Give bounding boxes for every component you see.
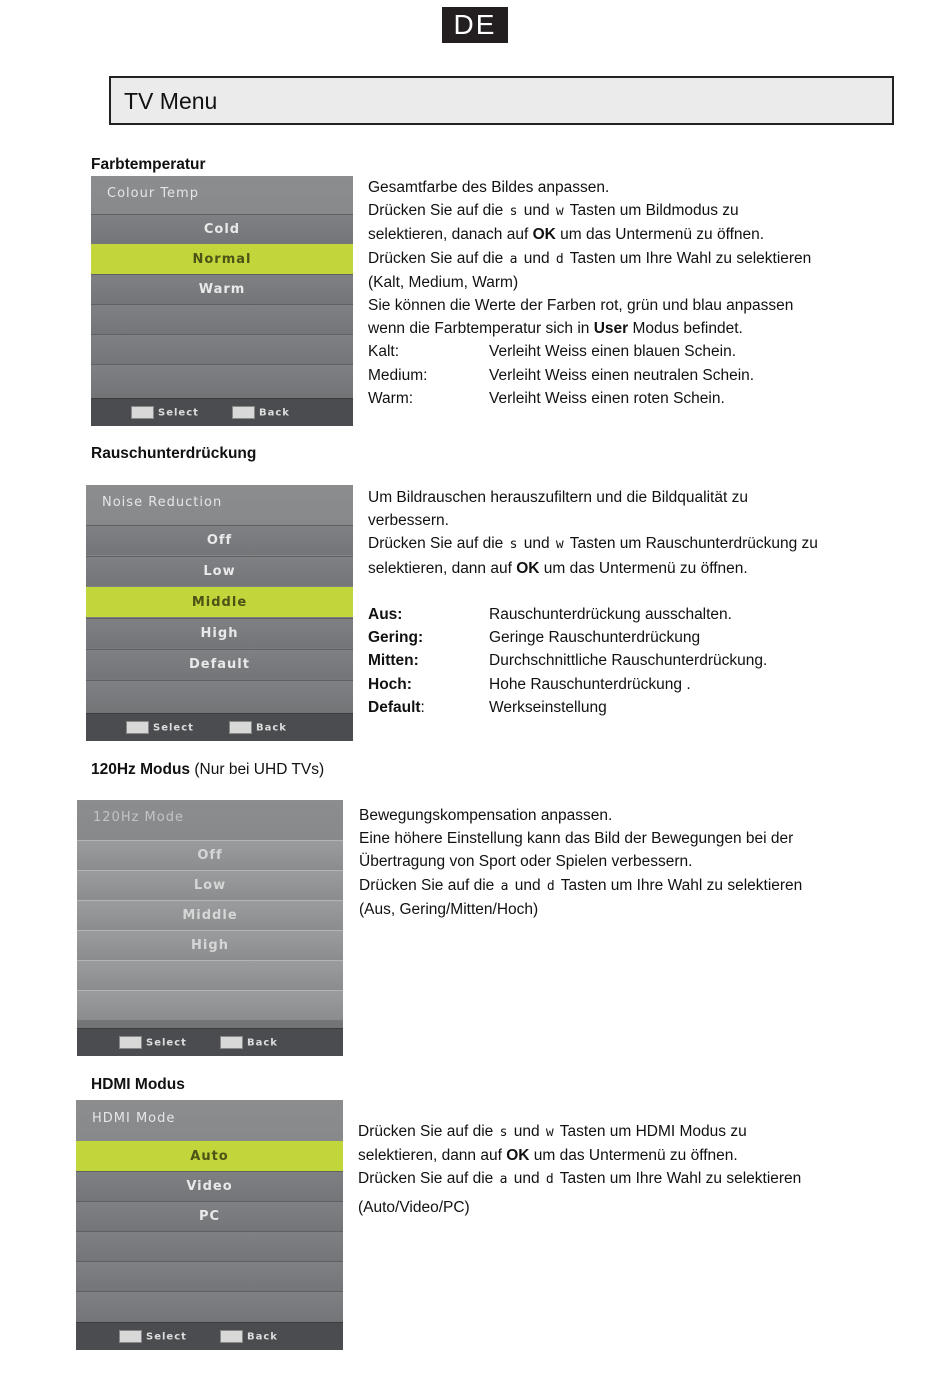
definition-row: Aus: Rauschunterdrückung ausschalten. [368,606,732,624]
menu-item-empty [76,1291,343,1321]
down-key-symbol: w [555,204,564,220]
menu-key-icon [220,1330,243,1343]
definition-row: Medium: Verleiht Weiss einen neutralen Schein. [368,366,755,384]
menu-footer [91,398,353,426]
up-key-symbol: s [509,204,518,220]
definition-row: Gering: Geringe Rauschunterdrückung [368,629,701,647]
left-key-symbol: a [509,251,518,267]
select-hint: Select [119,1330,187,1343]
menu-item-low[interactable]: Low [86,556,353,586]
definition-row: Hoch: Hohe Rauschunterdrückung . [368,675,691,693]
menu-item-middle[interactable]: Middle [77,900,343,930]
right-key-symbol: d [546,878,555,894]
menu-item-cold[interactable]: Cold [91,214,353,244]
colour-temp-menu [91,176,353,426]
enter-key-icon [126,721,149,734]
left-key-symbol: a [499,1172,508,1188]
section-title-colour-temp: Farbtemperatur [91,156,206,173]
menu-item-low[interactable]: Low [77,870,343,900]
menu-item-video[interactable]: Video [76,1171,343,1201]
enter-key-icon [131,406,154,419]
definition-row: Kalt: Verleiht Weiss einen blauen Schein. [368,343,737,361]
up-key-symbol: s [499,1125,508,1140]
enter-key-icon [119,1036,142,1049]
menu-item-pc[interactable]: PC [76,1201,343,1231]
menu-key-icon [229,721,252,734]
section-title-hdmi: HDMI Modus [91,1076,185,1093]
back-hint: Back [229,721,287,734]
menu-footer [76,1322,343,1350]
120hz-mode-menu [77,800,343,1056]
menu-item-off[interactable]: Off [77,840,343,870]
menu-item-auto-selected[interactable]: Auto [76,1141,343,1171]
up-key-symbol: s [509,537,518,553]
menu-title: Noise Reduction [102,495,223,510]
menu-item-empty [91,334,353,364]
down-key-symbol: w [555,537,564,553]
language-badge: DE [442,7,508,43]
select-hint: Select [131,406,199,419]
menu-item-empty [76,1261,343,1291]
menu-item-high[interactable]: High [86,618,353,648]
menu-item-empty [77,990,343,1020]
menu-item-empty [91,304,353,334]
left-key-symbol: a [500,878,509,894]
menu-item-off[interactable]: Off [86,525,353,555]
section-title-noise-reduction: Rauschunterdrückung [91,445,257,462]
page-title: TV Menu [124,88,218,114]
menu-key-icon [220,1036,243,1049]
menu-item-warm[interactable]: Warm [91,274,353,304]
noise-reduction-menu [86,485,353,741]
menu-footer [86,713,353,741]
hdmi-mode-menu [76,1100,343,1350]
definition-row: Default: Werkseinstellung [368,698,607,716]
menu-item-default[interactable]: Default [86,649,353,679]
select-hint: Select [126,721,194,734]
back-hint: Back [220,1036,278,1049]
noise-reduction-description: Um Bildrauschen herauszufiltern und die Bildqualität zu verbessern. Drücken Sie auf die s und w Tasten um Rauschunterdrückung zu selektieren, dann auf OK um das Untermenü zu öffnen. Aus: Rauschunterdrückung ausschalten. Gering: Geringe Rauschunterdrückung Mitten: Durchschnittliche Rauschunterdrückung. Hoch: Hohe Rauschunterdrückung . Default: Werkseinstellung [368,486,818,719]
menu-item-empty [77,960,343,990]
menu-item-empty [86,680,353,710]
menu-item-empty [91,364,353,394]
menu-title: Colour Temp [107,186,199,201]
select-hint: Select [119,1036,187,1049]
right-key-symbol: d [555,251,564,267]
menu-item-high[interactable]: High [77,930,343,960]
menu-key-icon [232,406,255,419]
menu-footer [77,1028,343,1056]
definition-row: Warm: Verleiht Weiss einen roten Schein. [368,389,725,407]
menu-item-normal-selected[interactable]: Normal [91,244,353,274]
page-header [109,76,894,125]
back-hint: Back [232,406,290,419]
menu-item-empty [76,1231,343,1261]
section-title-120hz: 120Hz Modus (Nur bei UHD TVs) [91,761,325,778]
right-key-symbol: d [545,1172,554,1188]
colour-temp-description: Gesamtfarbe des Bildes anpassen. Drücken Sie auf die s und w Tasten um Bildmodus zu selektieren, danach auf OK um das Untermenü zu öffnen. Drücken Sie auf die a und d Tasten um Ihre Wahl zu selektieren (Kalt, Medium, Warm) Sie können die Werte der Farben rot, grün und blau anpassen wenn die Farbtemperatur sich in User Modus befindet. Kalt: Verleiht Weiss einen blauen Schein. Medium: Verleiht Weiss einen neutralen Schein. Warm: Verleiht Weiss einen roten Schein. [368,176,811,410]
hdmi-description: Drücken Sie auf die s und w Tasten um HDMI Modus zu selektieren, dann auf OK um das Untermenü zu öffnen. Drücken Sie auf die a und d Tasten um Ihre Wahl zu selektieren (Auto/Video/PC) [358,1123,802,1216]
menu-title: 120Hz Mode [93,810,184,825]
down-key-symbol: w [545,1125,554,1140]
120hz-description: Bewegungskompensation anpassen. Eine höhere Einstellung kann das Bild der Bewegungen bei der Übertragung von Sport oder Spielen verbessern. Drücken Sie auf die a und d Tasten um Ihre Wahl zu selektieren (Aus, Gering/Mitten/Hoch) [359,807,803,918]
definition-row: Mitten: Durchschnittliche Rauschunterdrückung. [368,652,768,670]
back-hint: Back [220,1330,278,1343]
enter-key-icon [119,1330,142,1343]
menu-title: HDMI Mode [92,1111,176,1126]
menu-item-middle-selected[interactable]: Middle [86,587,353,617]
